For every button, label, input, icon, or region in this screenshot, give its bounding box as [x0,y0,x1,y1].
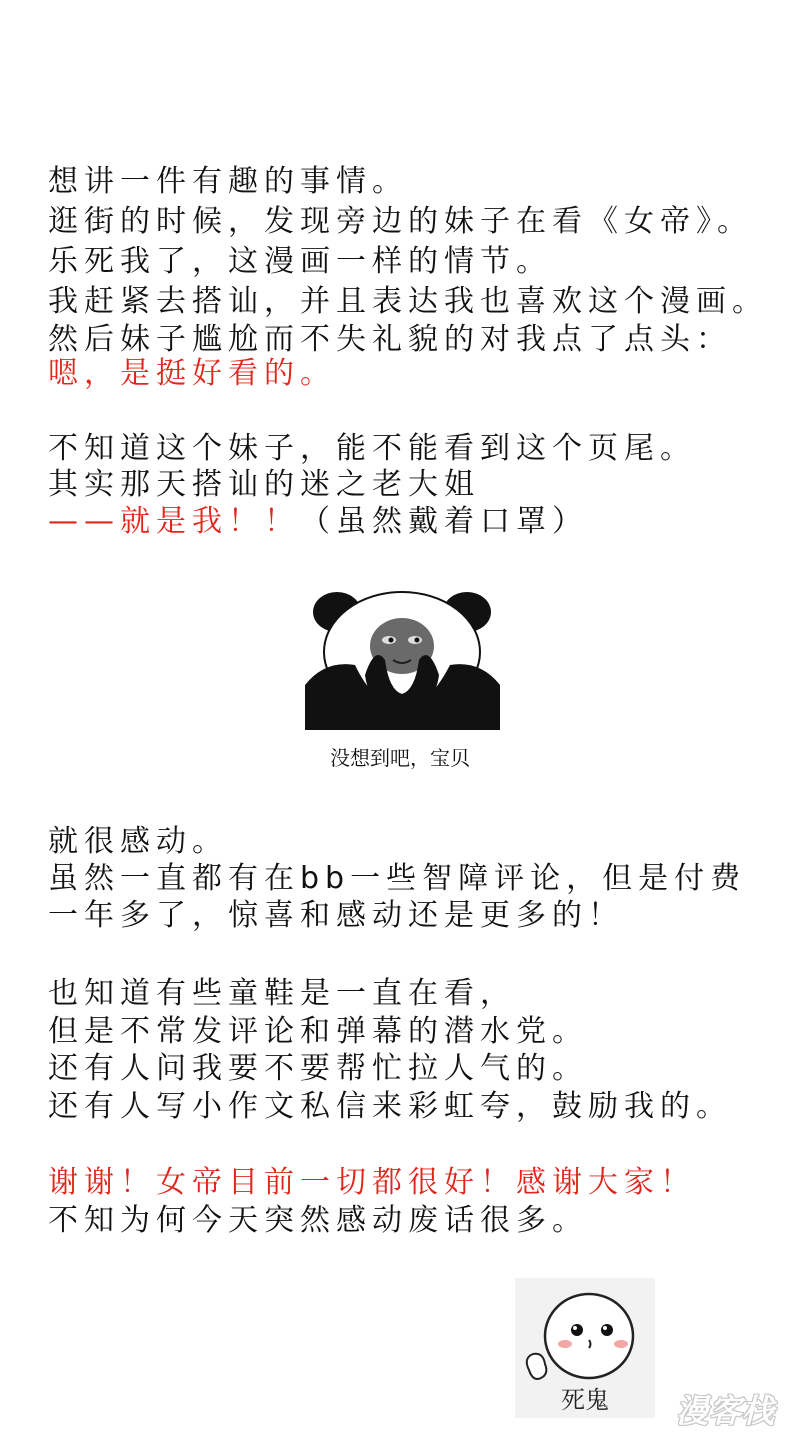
text-line: 还有人问我要不要帮忙拉人气的。 [48,1051,588,1086]
text-line: 其实那天搭讪的迷之老大姐 [48,467,480,502]
text-line: 乐死我了，这漫画一样的情节。 [48,244,552,279]
highlight-line: 嗯，是挺好看的。 [48,356,336,391]
highlight-line: 谢谢！女帝目前一切都很好！感谢大家！ [48,1165,696,1200]
text-line: 虽然一直都有在bb一些智障评论，但是付费 [48,861,747,896]
ghost-caption: 死鬼 [561,1386,609,1414]
panda-meme-icon [305,590,500,730]
text-line: 想讲一件有趣的事情。 [48,164,408,199]
text-line: 一年多了，惊喜和感动还是更多的！ [48,898,624,933]
panda-caption: 没想到吧，宝贝 [330,748,470,770]
text-line: 不知为何今天突然感动废话很多。 [48,1203,588,1238]
watermark-text: 漫客栈 [676,1392,776,1430]
text-line: 还有人写小作文私信来彩虹夸，鼓励我的。 [48,1089,732,1124]
reveal-highlight: ——就是我！！ [48,504,300,539]
reveal-aside: （虽然戴着口罩） [300,504,588,539]
text-line: 但是不常发评论和弹幕的潜水党。 [48,1014,588,1049]
text-line: 就很感动。 [48,824,228,859]
ghost-face-icon [515,1278,655,1418]
text-line: 不知道这个妹子，能不能看到这个页尾。 [48,431,696,466]
text-line: 然后妹子尴尬而不失礼貌的对我点了点头： [48,322,732,357]
reveal-line [48,503,588,541]
watermark-logo-icon [668,1380,788,1428]
text-line: 也知道有些童鞋是一直在看， [48,976,516,1011]
text-line: 逛街的时候，发现旁边的妹子在看《女帝》。 [48,204,753,239]
text-line: 我赶紧去搭讪，并且表达我也喜欢这个漫画。 [48,284,768,319]
